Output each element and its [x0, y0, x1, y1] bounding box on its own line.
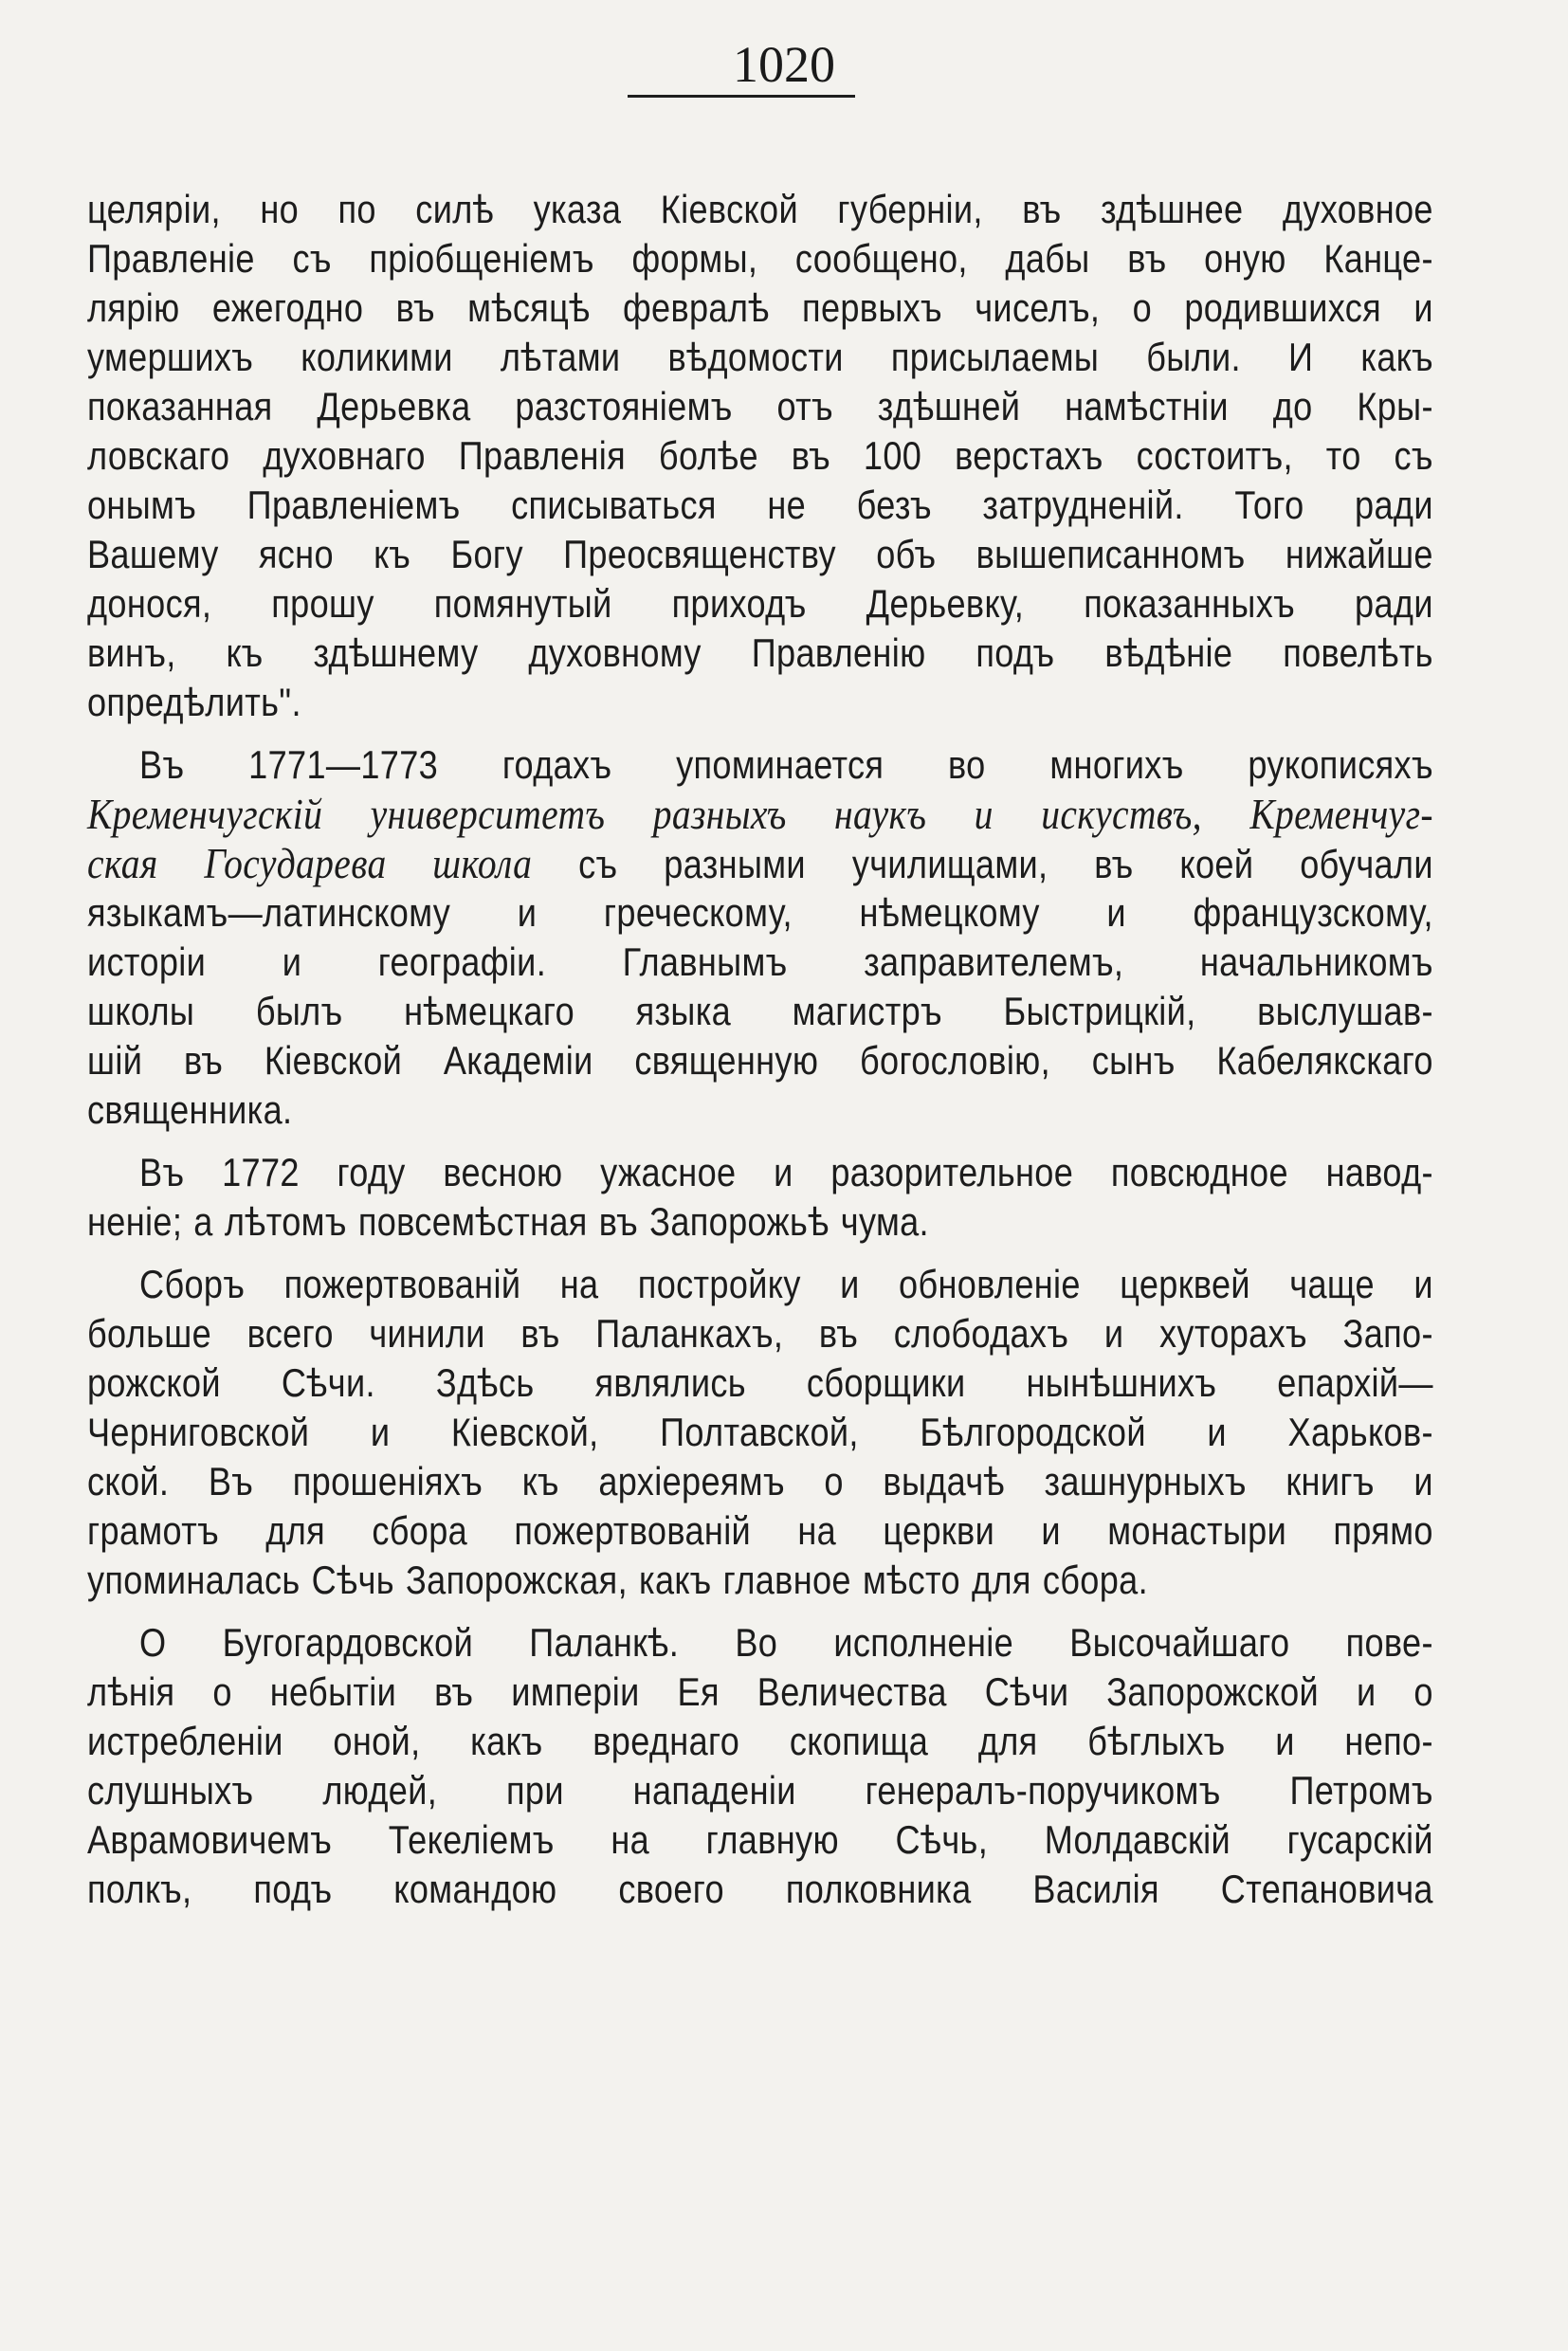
text-line: [87, 1618, 1433, 1668]
text-run: Въ 1772 году весною ужасное и разорительное повсюдное навод-: [139, 1150, 1433, 1194]
text-line: [87, 790, 1433, 839]
text-line: онымъ Правленіемъ списываться не безъ затрудненій. Того ради: [87, 483, 1433, 527]
text-run: Въ 1771—1773 годахъ упоминается во многихъ рукописяхъ: [139, 742, 1433, 787]
text-line: Правленіе съ пріобщеніемъ формы, сообщено, дабы въ оную Канце-: [87, 236, 1433, 281]
text-line: ской. Въ прошеніяхъ къ архіереямъ о выдачѣ зашнурныхъ книгъ и: [87, 1459, 1433, 1504]
paragraph: [87, 1618, 1433, 1914]
paragraph-gap: [87, 1135, 1433, 1148]
page-number-rule: [628, 95, 855, 98]
text-line: опредѣлить".: [87, 680, 301, 724]
text-line: полкъ, подъ командою своего полковника Василія Степановича: [87, 1867, 1433, 1911]
italic-run: ская Государева школа: [87, 839, 533, 887]
text-line: целяріи, но по силѣ указа Кіевской губерніи, въ здѣшнее духовное: [87, 187, 1433, 231]
text-line: больше всего чинили въ Паланкахъ, въ слободахъ и хуторахъ Запо-: [87, 1311, 1433, 1356]
paragraph: [87, 185, 1433, 727]
text-line: умершихъ коликими лѣтами вѣдомости присылаемы были. И какъ: [87, 335, 1433, 379]
text-line: лярію ежегодно въ мѣсяцѣ февралѣ первыхъ чиселъ, о родившихся и: [87, 285, 1433, 330]
text-line: школы былъ нѣмецкаго языка магистръ Быстрицкій, выслушав-: [87, 989, 1433, 1033]
text-line: показанная Дерьевка разстояніемъ отъ здѣшней намѣстніи до Кры-: [87, 384, 1433, 428]
text-line: лѣнія о небытіи въ имперіи Ея Величества Сѣчи Запорожской и о: [87, 1669, 1433, 1714]
paragraph: [87, 1148, 1433, 1247]
paragraph: [87, 1260, 1433, 1605]
text-line: [87, 839, 1433, 888]
text-line: священника.: [87, 1087, 293, 1132]
text-run: Сборъ пожертвованій на постройку и обновленіе церквей чаще и: [139, 1262, 1433, 1306]
text-line: истребленіи оной, какъ вреднаго скопища для бѣглыхъ и непо-: [87, 1719, 1433, 1763]
text-line: слушныхъ людей, при нападеніи генералъ-поручикомъ Петромъ: [87, 1768, 1433, 1813]
text-line: Вашему ясно къ Богу Преосвященству объ вышеписанномъ нижайше: [87, 532, 1433, 576]
paragraph-gap: [87, 727, 1433, 740]
page-number: 1020: [733, 36, 835, 93]
text-line: [87, 1260, 1433, 1309]
text-line: Аврамовичемъ Текеліемъ на главную Сѣчь, Молдавскій гусарскій: [87, 1817, 1433, 1862]
text-line: неніе; а лѣтомъ повсемѣстная въ Запорожьѣ чума.: [87, 1199, 929, 1244]
text-line: винъ, къ здѣшнему духовному Правленію подъ вѣдѣніе повелѣть: [87, 630, 1433, 675]
text-run: О Бугогардовской Паланкѣ. Во исполненіе Высочайшаго пове-: [139, 1620, 1433, 1665]
paragraph: [87, 740, 1433, 1135]
text-line: донося, прошу помянутый приходъ Дерьевку, показанныхъ ради: [87, 581, 1433, 626]
text-run: съ разными училищами, въ коей обучали: [532, 842, 1433, 886]
paragraph-gap: [87, 1247, 1433, 1260]
text-line: [87, 1148, 1433, 1197]
text-line: Черниговской и Кіевской, Полтавской, Бѣлгородской и Харьков-: [87, 1410, 1433, 1454]
paragraph-gap: [87, 1605, 1433, 1618]
italic-run: Кременчугскій университетъ разныхъ наукъ и искуствъ, Кременчуг-: [87, 790, 1433, 838]
text-line: упоминалась Сѣчь Запорожская, какъ главное мѣсто для сбора.: [87, 1558, 1148, 1602]
text-line: языкамъ—латинскому и греческому, нѣмецкому и французскому,: [87, 890, 1433, 935]
text-line: грамотъ для сбора пожертвованій на церкви и монастыри прямо: [87, 1508, 1433, 1553]
text-line: шій въ Кіевской Академіи священную богословію, сынъ Кабелякскаго: [87, 1038, 1433, 1083]
text-line: исторіи и географіи. Главнымъ заправителемъ, начальникомъ: [87, 939, 1433, 984]
body-text: [87, 185, 1433, 1914]
text-line: [87, 740, 1433, 790]
text-line: рожской Сѣчи. Здѣсь являлись сборщики нынѣшнихъ епархій—: [87, 1360, 1433, 1405]
text-line: ловскаго духовнаго Правленія болѣе въ 100 верстахъ состоитъ, то съ: [87, 433, 1433, 478]
